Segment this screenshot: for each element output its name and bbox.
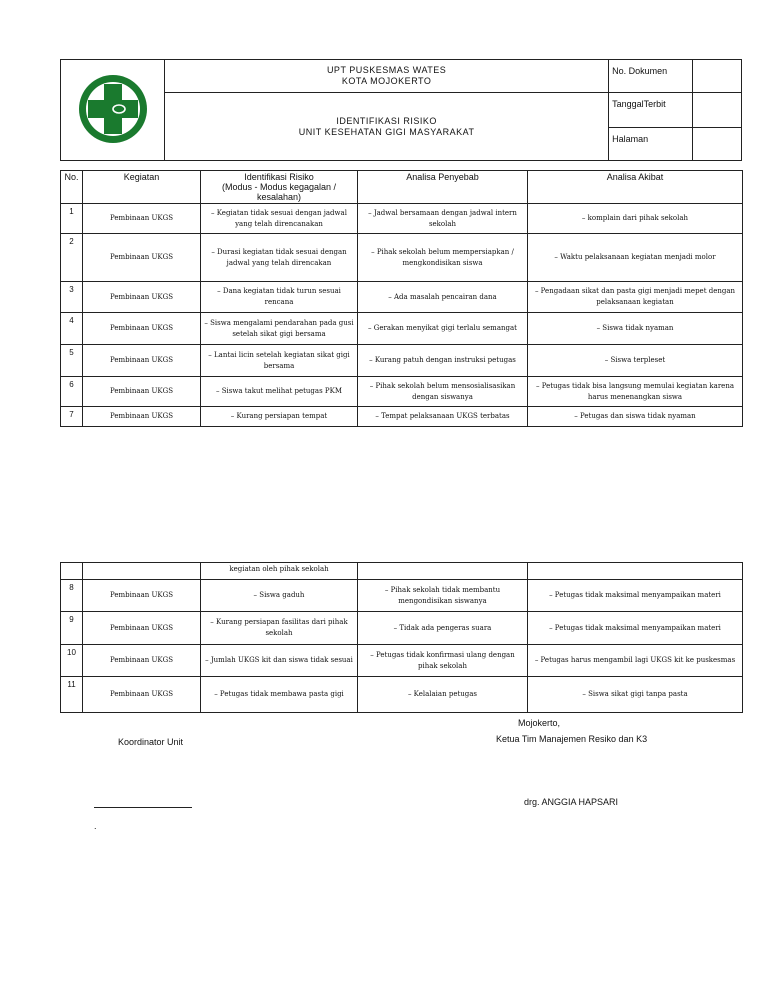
row-kegiatan: Pembinaan UKGS (83, 345, 201, 377)
row-kegiatan: Pembinaan UKGS (83, 313, 201, 345)
table-row (61, 204, 743, 234)
signature-left-title: Koordinator Unit (118, 737, 184, 747)
risk-table-page-2 (60, 562, 743, 713)
row-penyebab: – Gerakan menyikat gigi terlalu semangat (358, 313, 528, 345)
row-kegiatan: Pembinaan UKGS (83, 234, 201, 282)
row-akibat: – Petugas tidak maksimal menyampaikan materi (528, 612, 743, 645)
row-no: 1 (61, 204, 83, 234)
meta-value-page (692, 128, 741, 161)
row-no: 5 (61, 345, 83, 377)
row-no: 6 (61, 377, 83, 407)
row-no: 11 (61, 677, 83, 713)
row-identifikasi: – Kurang persiapan fasilitas dari pihak sekolah (201, 612, 358, 645)
row-penyebab: – Tempat pelaksanaan UKGS terbatas (358, 407, 528, 427)
org-city: KOTA MOJOKERTO (341, 76, 432, 86)
table-row (61, 645, 743, 677)
table-row (61, 313, 743, 345)
row-no: 4 (61, 313, 83, 345)
doc-unit: UNIT KESEHATAN GIGI MASYARAKAT (298, 126, 475, 137)
table-row (61, 282, 743, 313)
col-penyebab: Analisa Penyebab (358, 171, 528, 204)
row-identifikasi: – Kurang persiapan tempat (201, 407, 358, 427)
meta-value-doc-no (692, 60, 741, 93)
col-identifikasi: Identifikasi Risiko (Modus - Modus kegagalan / kesalahan) (201, 171, 358, 204)
row-identifikasi: – Siswa takut melihat petugas PKM (201, 377, 358, 407)
meta-label-date: TanggalTerbit (609, 93, 693, 128)
row-identifikasi: – Petugas tidak membawa pasta gigi (201, 677, 358, 713)
table-row (61, 580, 743, 612)
col-kegiatan: Kegiatan (83, 171, 201, 204)
row-akibat: – Waktu pelaksanaan kegiatan menjadi molor (528, 234, 743, 282)
meta-label-doc-no: No. Dokumen (609, 60, 693, 93)
row-no: 3 (61, 282, 83, 313)
row-no: 10 (61, 645, 83, 677)
row-no: 2 (61, 234, 83, 282)
row-no: 8 (61, 580, 83, 612)
row-akibat: – Petugas harus mengambil lagi UKGS kit ke puskesmas (528, 645, 743, 677)
signature-right-name: drg. ANGGIA HAPSARI (524, 797, 619, 807)
row-kegiatan: Pembinaan UKGS (83, 407, 201, 427)
signature-place: Mojokerto, (518, 718, 561, 728)
row-kegiatan: Pembinaan UKGS (83, 645, 201, 677)
org-name: UPT PUSKESMAS WATES (326, 65, 447, 75)
row-penyebab: – Petugas tidak konfirmasi ulang dengan pihak sekolah (358, 645, 528, 677)
document-header (60, 59, 742, 161)
col-akibat: Analisa Akibat (528, 171, 743, 204)
row-penyebab: – Kelalaian petugas (358, 677, 528, 713)
row-identifikasi: – Lantai licin setelah kegiatan sikat gigi bersama (201, 345, 358, 377)
table-row (61, 345, 743, 377)
signature-left-dot: . (94, 821, 97, 831)
row-identifikasi: – Siswa mengalami pendarahan pada gusi setelah sikat gigi bersama (201, 313, 358, 345)
row-penyebab: – Pihak sekolah belum mempersiapkan / mengkondisikan siswa (358, 234, 528, 282)
col-no: No. (61, 171, 83, 204)
row-kegiatan: Pembinaan UKGS (83, 204, 201, 234)
table-row (61, 677, 743, 713)
table-row (61, 612, 743, 645)
row-penyebab: – Kurang patuh dengan instruksi petugas (358, 345, 528, 377)
doc-title: IDENTIFIKASI RISIKO (336, 115, 437, 126)
row-akibat: – Siswa terpleset (528, 345, 743, 377)
signature-right-title: Ketua Tim Manajemen Resiko dan K3 (496, 734, 648, 744)
signature-left-line (94, 807, 192, 808)
row-akibat: – Petugas tidak bisa langsung memulai kegiatan karena harus menenangkan siswa (528, 377, 743, 407)
table-row (61, 377, 743, 407)
row-kegiatan: Pembinaan UKGS (83, 282, 201, 313)
row-penyebab: – Tidak ada pengeras suara (358, 612, 528, 645)
row-kegiatan: Pembinaan UKGS (83, 377, 201, 407)
logo-cell (61, 60, 165, 161)
row-identifikasi: – Jumlah UKGS kit dan siswa tidak sesuai (201, 645, 358, 677)
row-penyebab: – Ada masalah pencairan dana (358, 282, 528, 313)
table-row (61, 234, 743, 282)
continuation-row (61, 563, 743, 580)
row-penyebab: – Pihak sekolah tidak membantu mengondisikan siswanya (358, 580, 528, 612)
meta-label-page: Halaman (609, 128, 693, 161)
row-penyebab: – Pihak sekolah belum mensosialisasikan dengan siswanya (358, 377, 528, 407)
row-identifikasi: – Durasi kegiatan tidak sesuai dengan jadwal yang telah direncakan (201, 234, 358, 282)
row-penyebab: – Jadwal bersamaan dengan jadwal intern sekolah (358, 204, 528, 234)
row-akibat: – Petugas tidak maksimal menyampaikan materi (528, 580, 743, 612)
row-kegiatan: Pembinaan UKGS (83, 677, 201, 713)
organization-cell (165, 60, 609, 93)
row-kegiatan: Pembinaan UKGS (83, 580, 201, 612)
title-cell (165, 93, 609, 161)
row-kegiatan: Pembinaan UKGS (83, 612, 201, 645)
meta-value-date (692, 93, 741, 128)
row-akibat: – Siswa tidak nyaman (528, 313, 743, 345)
row-identifikasi: – Kegiatan tidak sesuai dengan jadwal yang telah direncanakan (201, 204, 358, 234)
row-akibat: – komplain dari pihak sekolah (528, 204, 743, 234)
row-identifikasi: – Siswa gaduh (201, 580, 358, 612)
row-akibat: – Petugas dan siswa tidak nyaman (528, 407, 743, 427)
risk-table-page-1 (60, 170, 743, 427)
row-identifikasi: – Dana kegiatan tidak turun sesuai rencana (201, 282, 358, 313)
row-no: 7 (61, 407, 83, 427)
continuation-text: kegiatan oleh pihak sekolah (201, 563, 358, 580)
puskesmas-cross-logo-icon (74, 70, 152, 148)
row-akibat: – Pengadaan sikat dan pasta gigi menjadi mepet dengan pelaksanaan kegiatan (528, 282, 743, 313)
table-row (61, 407, 743, 427)
row-no: 9 (61, 612, 83, 645)
row-akibat: – Siswa sikat gigi tanpa pasta (528, 677, 743, 713)
